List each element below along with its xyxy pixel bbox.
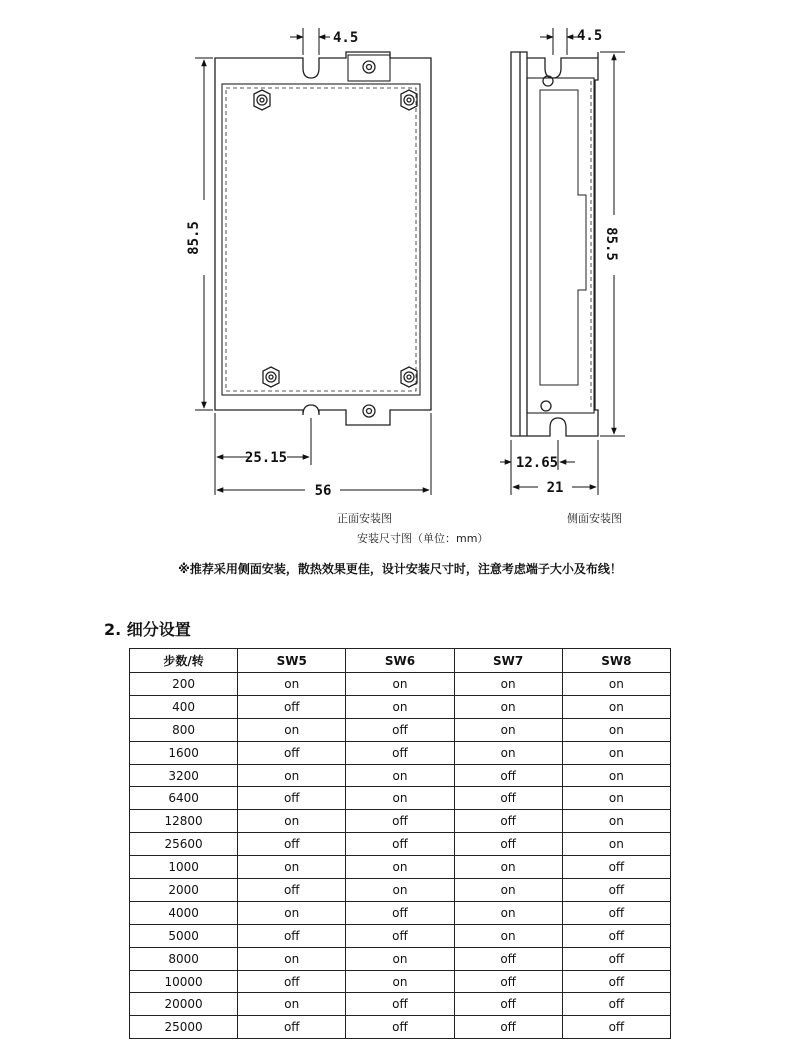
column-header: SW6	[346, 649, 454, 673]
steps-cell: 4000	[130, 901, 238, 924]
switch-cell: on	[454, 673, 562, 696]
steps-cell: 25000	[130, 1016, 238, 1039]
switch-cell: off	[454, 993, 562, 1016]
front-view	[215, 52, 431, 425]
switch-cell: off	[238, 924, 346, 947]
table-row	[130, 787, 671, 810]
installation-note: ※推荐采用侧面安装，散热效果更佳，设计安装尺寸时，注意考虑端子大小及布线！	[178, 562, 622, 576]
table-body	[130, 673, 671, 1039]
switch-cell: on	[238, 810, 346, 833]
switch-cell: off	[562, 993, 670, 1016]
section-title: 2. 细分设置	[104, 620, 191, 639]
switch-cell: off	[238, 695, 346, 718]
column-header: 步数/转	[130, 649, 238, 673]
switch-cell: off	[454, 810, 562, 833]
steps-cell: 25600	[130, 833, 238, 856]
table-row	[130, 1016, 671, 1039]
steps-cell: 200	[130, 673, 238, 696]
table-row	[130, 741, 671, 764]
switch-cell: on	[346, 695, 454, 718]
steps-cell: 6400	[130, 787, 238, 810]
table-row	[130, 856, 671, 879]
switch-cell: off	[346, 924, 454, 947]
switch-cell: off	[346, 810, 454, 833]
switch-cell: on	[454, 924, 562, 947]
stud-icon	[263, 367, 279, 387]
stud-icon	[401, 367, 417, 387]
switch-cell: off	[562, 901, 670, 924]
front-height-dimension: 85.5	[186, 221, 202, 255]
switch-cell: on	[238, 718, 346, 741]
switch-cell: off	[346, 741, 454, 764]
switch-cell: off	[346, 718, 454, 741]
switch-cell: off	[454, 833, 562, 856]
switch-cell: on	[454, 901, 562, 924]
steps-cell: 5000	[130, 924, 238, 947]
switch-cell: on	[346, 947, 454, 970]
switch-cell: off	[238, 970, 346, 993]
side-slot-dimension: 4.5	[577, 28, 603, 44]
steps-cell: 800	[130, 718, 238, 741]
switch-cell: on	[238, 764, 346, 787]
column-header: SW8	[562, 649, 670, 673]
switch-cell: on	[346, 856, 454, 879]
switch-cell: off	[454, 947, 562, 970]
side-offset-dimension: 12.65	[515, 455, 559, 471]
switch-cell: on	[562, 764, 670, 787]
front-width-dimension: 56	[314, 483, 332, 499]
column-header: SW5	[238, 649, 346, 673]
side-view-caption: 侧面安装图	[567, 512, 622, 525]
switch-cell: on	[346, 970, 454, 993]
stud-icon	[254, 90, 270, 110]
steps-cell: 10000	[130, 970, 238, 993]
switch-cell: on	[346, 787, 454, 810]
table-row	[130, 810, 671, 833]
stud-icon	[401, 90, 417, 110]
table-row	[130, 879, 671, 902]
mounting-dimension-drawing	[0, 0, 800, 500]
steps-cell: 1000	[130, 856, 238, 879]
table-row	[130, 901, 671, 924]
switch-cell: off	[238, 741, 346, 764]
switch-cell: off	[238, 1016, 346, 1039]
switch-cell: on	[346, 879, 454, 902]
steps-cell: 1600	[130, 741, 238, 764]
switch-cell: off	[562, 924, 670, 947]
steps-cell: 20000	[130, 993, 238, 1016]
switch-cell: on	[238, 901, 346, 924]
front-offset-dimension: 25.15	[244, 450, 288, 466]
switch-cell: off	[238, 787, 346, 810]
table-row	[130, 695, 671, 718]
switch-cell: off	[238, 879, 346, 902]
switch-cell: on	[562, 810, 670, 833]
switch-cell: on	[562, 787, 670, 810]
switch-cell: off	[562, 1016, 670, 1039]
switch-cell: on	[238, 856, 346, 879]
front-view-caption: 正面安装图	[337, 512, 392, 525]
steps-cell: 2000	[130, 879, 238, 902]
switch-cell: on	[238, 947, 346, 970]
switch-cell: off	[562, 879, 670, 902]
table-row	[130, 993, 671, 1016]
table-row	[130, 718, 671, 741]
column-header: SW7	[454, 649, 562, 673]
switch-cell: off	[346, 901, 454, 924]
switch-cell: on	[454, 856, 562, 879]
switch-cell: off	[562, 970, 670, 993]
switch-cell: off	[454, 764, 562, 787]
switch-cell: off	[238, 833, 346, 856]
table-row	[130, 833, 671, 856]
switch-cell: on	[562, 741, 670, 764]
switch-cell: off	[346, 993, 454, 1016]
switch-cell: off	[454, 787, 562, 810]
steps-cell: 3200	[130, 764, 238, 787]
switch-cell: off	[346, 1016, 454, 1039]
switch-cell: on	[562, 695, 670, 718]
switch-cell: on	[454, 741, 562, 764]
switch-cell: on	[562, 833, 670, 856]
switch-cell: off	[454, 1016, 562, 1039]
drawing-caption: 安装尺寸图（单位：mm）	[357, 532, 489, 545]
front-slot-dimension: 4.5	[333, 30, 359, 46]
switch-cell: off	[454, 970, 562, 993]
table-row	[130, 673, 671, 696]
table-row	[130, 764, 671, 787]
side-view	[511, 52, 598, 436]
steps-cell: 400	[130, 695, 238, 718]
switch-cell: on	[454, 879, 562, 902]
switch-cell: on	[454, 695, 562, 718]
table-row	[130, 924, 671, 947]
switch-cell: on	[238, 993, 346, 1016]
steps-cell: 12800	[130, 810, 238, 833]
switch-cell: off	[562, 856, 670, 879]
switch-cell: on	[562, 673, 670, 696]
side-width-dimension: 21	[546, 480, 564, 496]
table-header-row	[130, 649, 671, 673]
table-row	[130, 970, 671, 993]
switch-cell: on	[454, 718, 562, 741]
switch-cell: on	[238, 673, 346, 696]
side-height-dimension: 85.5	[603, 227, 619, 261]
switch-cell: on	[346, 673, 454, 696]
table-row	[130, 947, 671, 970]
microstep-settings-table	[129, 648, 671, 1039]
steps-cell: 8000	[130, 947, 238, 970]
switch-cell: on	[562, 718, 670, 741]
switch-cell: off	[562, 947, 670, 970]
switch-cell: off	[346, 833, 454, 856]
switch-cell: on	[346, 764, 454, 787]
